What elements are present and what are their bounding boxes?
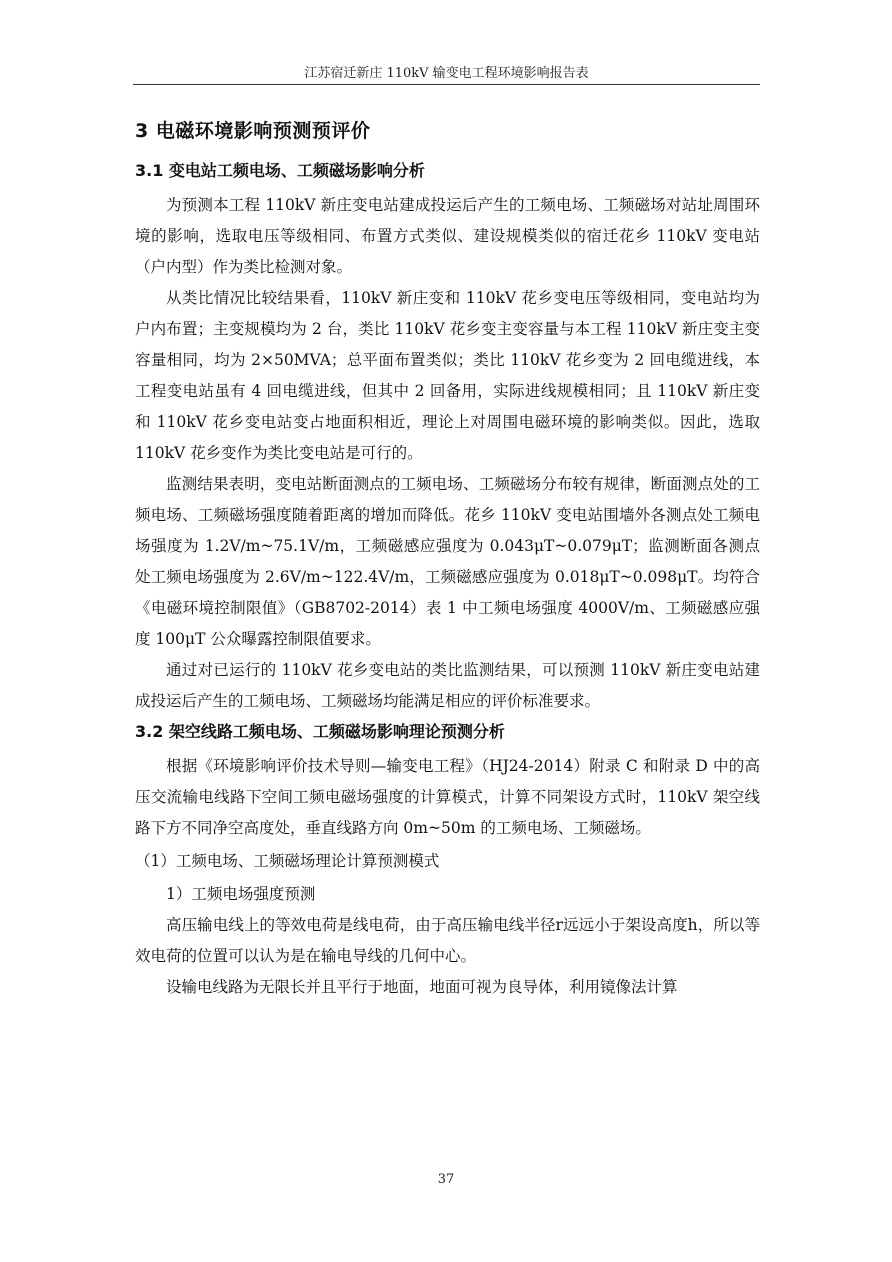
subsection-item-1-1: 1）工频电场强度预测 [166,885,316,903]
section-3-2-paragraph-1: 根据《环境影响评价技术导则—输变电工程》（HJ24-2014）附录 C 和附录 D 中的高压交流输电线路下空间工频电磁场强度的计算模式，计算不同架设方式时，110kV 架空线路下方不同净空高度处，垂直线路方向 0m~50m 的工频电场、工频磁场。 [135,757,760,837]
section-3-heading: 3 电磁环境影响预测预评价 [135,120,371,142]
page-body [135,112,760,1003]
section-3-2-heading: 3.2 架空线路工频电场、工频磁场影响理论预测分析 [135,722,505,741]
section-3-2-paragraph-3: 设输电线路为无限长并且平行于地面，地面可视为良导体，利用镜像法计算 [166,978,678,996]
section-3-1-heading: 3.1 变电站工频电场、工频磁场影响分析 [135,161,425,180]
subsection-item-1: （1）工频电场、工频磁场理论计算预测模式 [135,852,440,870]
page-number: 37 [437,1172,455,1187]
section-3-1-paragraph-1: 为预测本工程 110kV 新庄变电站建成投运后产生的工频电场、工频磁场对站址周围环境的影响，选取电压等级相同、布置方式类似、建设规模类似的宿迁花乡 110kV 变电站（户内型）作为类比检测对象。 [135,196,760,276]
section-3-2-paragraph-2: 高压输电线上的等效电荷是线电荷，由于高压输电线半径r远远小于架设高度h，所以等效电荷的位置可以认为是在输电导线的几何中心。 [135,916,760,965]
section-3-1-paragraph-3: 监测结果表明，变电站断面测点的工频电场、工频磁场分布较有规律，断面测点处的工频电场、工频磁场强度随着距离的增加而降低。花乡 110kV 变电站围墙外各测点处工频电场强度为 1.2V/m~75.1V/m，工频磁感应强度为 0.043μT~0.079μT；监测断面各测点处工频电场强度为 2.6V/m~122.4V/m，工频磁感应强度为 0.018μT~0.098μT。均符合《电磁环境控制限值》（GB8702-2014）表 1 中工频电场强度 4000V/m、工频磁感应强度 100μT 公众曝露控制限值要求。 [135,475,760,648]
section-3-1-paragraph-4: 通过对已运行的 110kV 花乡变电站的类比监测结果，可以预测 110kV 新庄变电站建成投运后产生的工频电场、工频磁场均能满足相应的评价标准要求。 [135,661,760,710]
running-header: 江苏宿迁新庄 110kV 输变电工程环境影响报告表 [304,66,589,81]
section-3-1-paragraph-2: 从类比情况比较结果看，110kV 新庄变和 110kV 花乡变电压等级相同，变电站均为户内布置；主变规模均为 2 台，类比 110kV 花乡变主变容量与本工程 110kV 新庄变主变容量相同，均为 2×50MVA；总平面布置类似；类比 110kV 花乡变为 2 回电缆进线，本工程变电站虽有 4 回电缆进线，但其中 2 回备用，实际进线规模相同；且 110kV 新庄变和 110kV 花乡变电站变占地面积相近，理论上对周围电磁环境的影响类似。因此，选取 110kV 花乡变作为类比变电站是可行的。 [135,289,760,462]
header-divider [133,84,760,85]
